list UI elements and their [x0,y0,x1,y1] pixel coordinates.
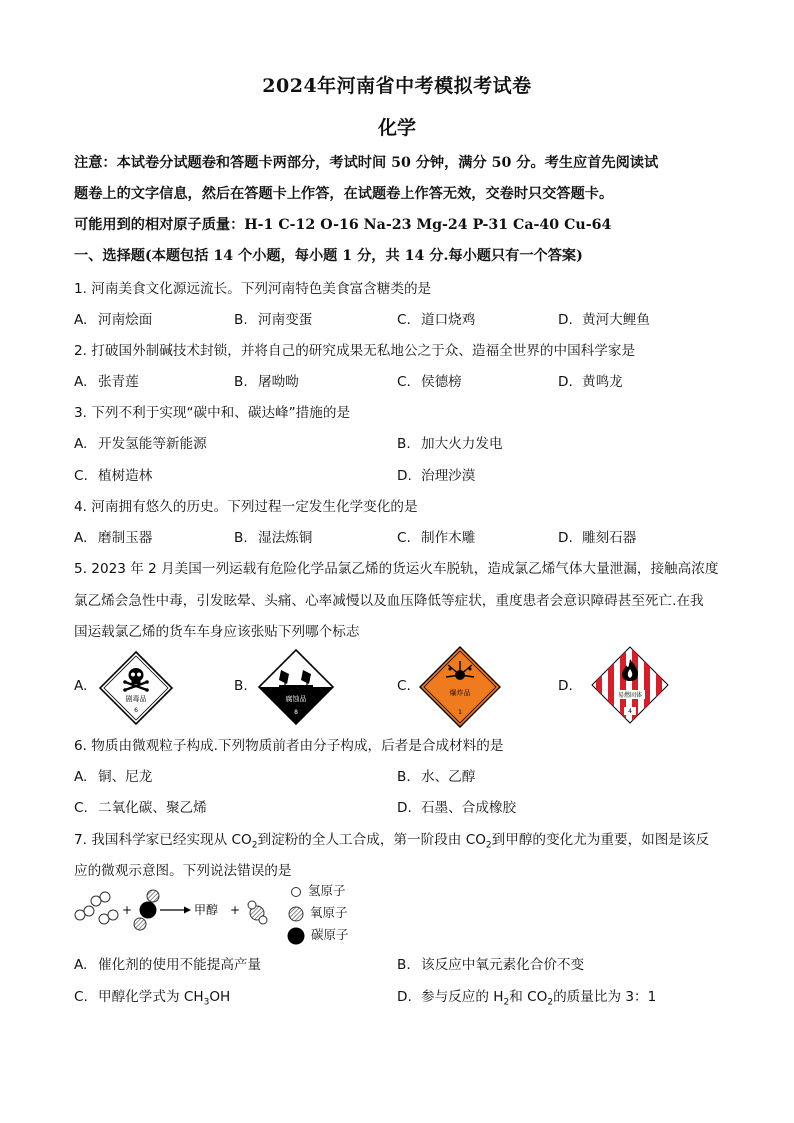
flammable-sign-label: 易燃固体 [617,692,643,699]
sign-a-letter: A. [74,678,88,694]
notice-line-1: 注意：本试卷分试题卷和答题卡两部分，考试时间 50 分钟，满分 50 分。考生应首先阅读试 [74,155,659,171]
hydrogen-atom-icon [290,886,302,898]
question-3-option-a: A. 开发氢能等新能源 [74,436,207,452]
question-3-option-c: C. 植树造林 [74,468,153,484]
explosive-sign-number: 1 [458,709,462,716]
question-7-option-d: D. 参与反应的 $H_2$和 $CO_2$的质量比为 3：1 [397,989,657,1008]
carbon-atom-icon [287,927,305,945]
question-7-option-c: C. 甲醇化学式为 $CH_3OH$ [74,989,231,1008]
reaction-diagram [72,885,292,935]
atomic-masses: 可能用到的相对原子质量：H-1 C-12 O-16 Na-23 Mg-24 P-31 Ca-40 Cu-64 [74,217,612,233]
question-4-option-a: A. 磨制玉器 [74,530,153,546]
oxygen-atom-icon [288,906,304,922]
question-1-stem: 1. 河南美食文化源远流长。下列河南特色美食富含糖类的是 [74,281,432,297]
toxic-sign-number: 6 [134,707,138,714]
question-4-stem: 4. 河南拥有悠久的历史。下列过程一定发生化学变化的是 [74,499,418,515]
question-3-option-b: B. 加大火力发电 [397,436,503,452]
legend-oxygen: 氧原子 [288,903,348,922]
question-5-stem-line-1: 5. 2023 年 2 月美国一列运载有危险化学品氯乙烯的货运火车脱轨，造成氯乙烯气体大量泄漏，接触高浓度 [74,561,719,577]
question-5-stem-line-2: 氯乙烯会急性中毒，引发眩晕、头痛、心率减慢以及血压降低等症状，重度患者会意识障碍甚至死亡.在我 [74,593,704,609]
explosive-sign [418,645,502,729]
question-3-stem: 3. 下列不利于实现“碳中和、碳达峰”措施的是 [74,405,351,421]
question-5-stem-line-3: 国运载氯乙烯的货车车身应该张贴下列哪个标志 [74,624,360,640]
question-6-option-a: A. 铜、尼龙 [74,769,153,785]
legend-hydrogen: 氢原子 [290,881,346,899]
corrosive-sign-label: 腐蚀品 [285,695,307,703]
question-2-option-a: A. 张青莲 [74,374,139,390]
question-1-option-c: C. 道口烧鸡 [397,312,476,328]
question-1-option-d: D. 黄河大鲤鱼 [558,312,650,328]
exam-title: 2024年河南省中考模拟考试卷 [262,75,532,97]
plus-sign-2: + [230,903,241,917]
reaction-arrow-icon [160,907,191,914]
carbon-dioxide-molecule-icon [134,890,159,930]
flammable-sign-number: 4 [628,708,632,715]
question-2-option-c: C. 侯德榜 [397,374,462,390]
question-2-option-b: B. 屠呦呦 [234,374,299,390]
corrosive-sign [257,648,335,726]
corrosive-sign-number: 8 [294,709,298,716]
legend-carbon: 碳原子 [287,925,349,945]
question-7-option-a: A. 催化剂的使用不能提高产量 [74,957,262,973]
question-3-option-d: D. 治理沙漠 [397,468,476,484]
question-1-option-b: B. 河南变蛋 [234,312,313,328]
flammable-solid-sign [590,645,670,725]
section-heading: 一、选择题(本题包括 14 个小题，每小题 1 分，共 14 分.每小题只有一个答案) [74,248,583,264]
question-2-stem: 2. 打破国外制碱技术封锁，并将自己的研究成果无私地公之于众、造福全世界的中国科学家是 [74,343,636,359]
toxic-sign-label: 剧毒品 [125,695,147,703]
notice-line-2: 题卷上的文字信息，然后在答题卡上作答，在试题卷上作答无效，交卷时只交答题卡。 [74,186,614,202]
question-6-option-c: C. 二氧化碳、聚乙烯 [74,800,207,816]
question-4-option-d: D. 雕刻石器 [558,530,637,546]
question-7-option-b: B. 该反应中氧元素化合价不变 [397,957,585,973]
question-4-option-c: C. 制作木雕 [397,530,476,546]
question-7-stem-line-2: 应的微观示意图。下列说法错误的是 [74,863,292,879]
subject-title: 化学 [377,117,416,139]
plus-sign-1: + [122,903,133,917]
sign-d-letter: D. [558,678,573,694]
question-4-option-b: B. 湿法炼铜 [234,530,313,546]
question-1-option-a: A. 河南烩面 [74,312,153,328]
methanol-label: 甲醇 [194,903,219,917]
question-7-stem-line-1: 7. 我国科学家已经实现从 $CO_2$到淀粉的全人工合成，第一阶段由 $CO_2$到甲醇的变化尤为重要，如图是该反 [74,832,710,851]
hydrogen-molecules-icon [75,892,118,924]
explosive-sign-label: 爆炸品 [449,689,471,697]
water-molecule-icon [248,901,267,924]
question-6-stem: 6. 物质由微观粒子构成.下列物质前者由分子构成，后者是合成材料的是 [74,738,504,754]
question-6-option-b: B. 水、乙醇 [397,769,476,785]
sign-b-letter: B. [234,678,248,694]
toxic-sign [98,650,174,726]
sign-c-letter: C. [397,678,411,694]
question-6-option-d: D. 石墨、合成橡胶 [397,800,517,816]
question-2-option-d: D. 黄鸣龙 [558,374,623,390]
